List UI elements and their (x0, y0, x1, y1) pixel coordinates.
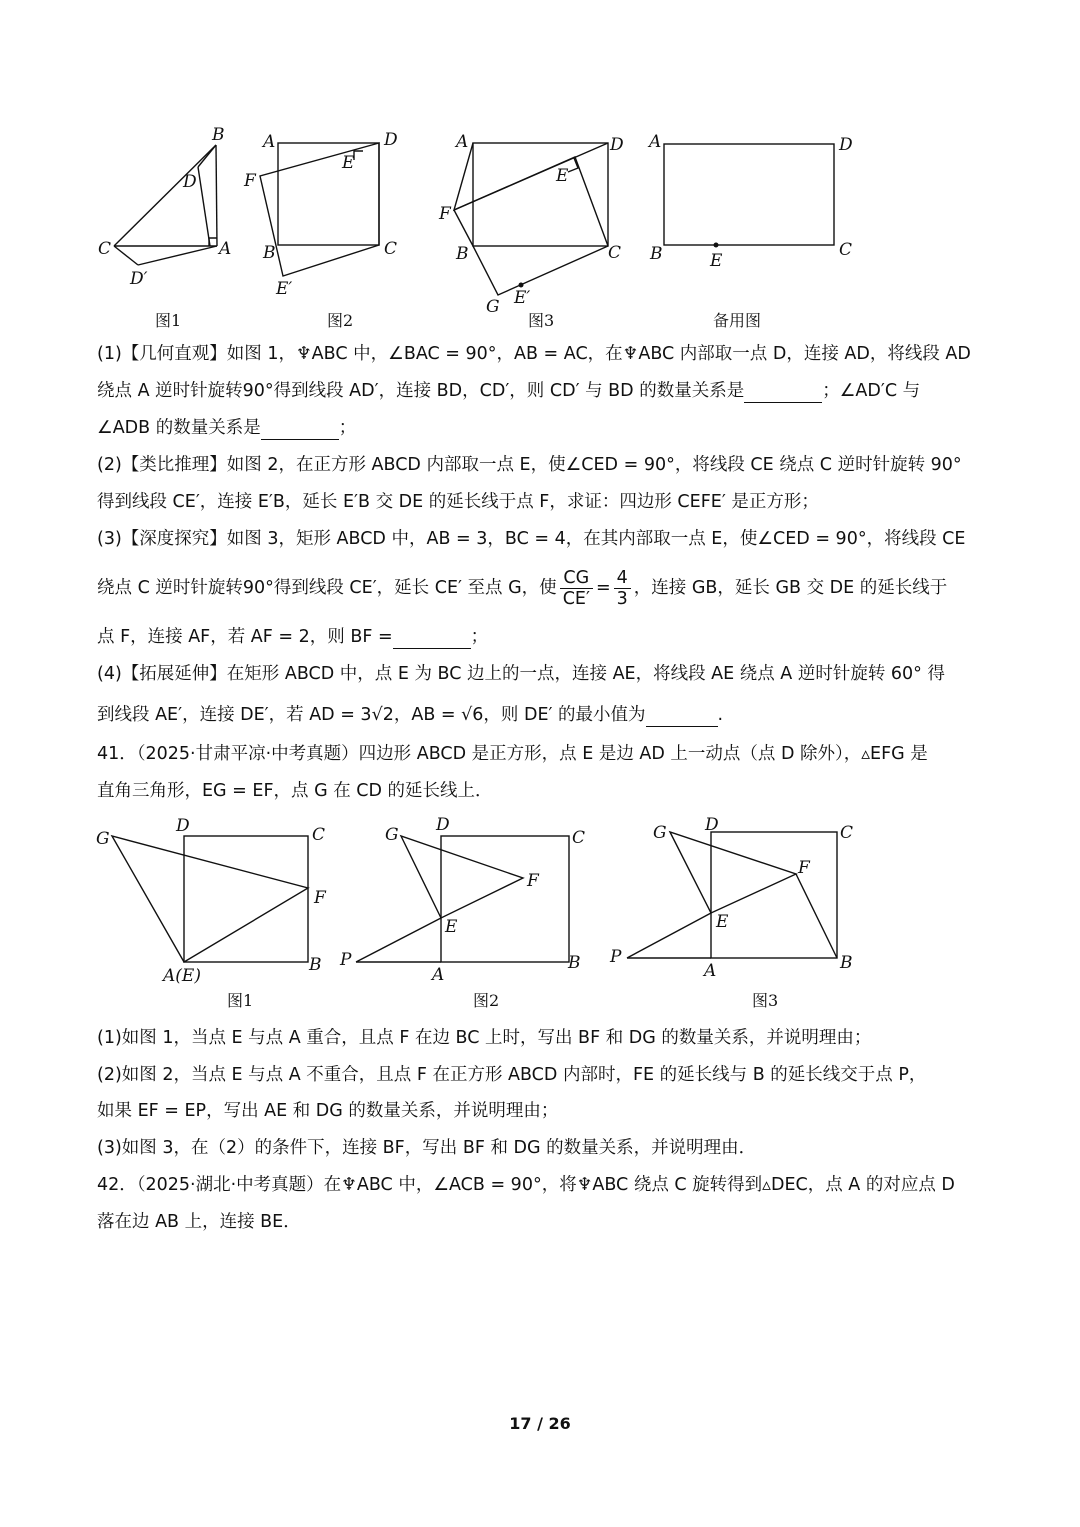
equals: = (595, 578, 611, 598)
caption-fig3: 图3 (528, 311, 555, 330)
figure-41-2 (335, 810, 595, 1015)
p1-line2 (97, 380, 920, 403)
label-F: F (244, 171, 256, 191)
label-A: A (456, 132, 469, 152)
frac-den: CE′ (562, 588, 590, 609)
p3-line1: (3)【深度探究】如图 3，矩形 ABCD 中，AB = 3，BC = 4，在其内部取一点 E，使∠CED = 90°，将线段 CE (97, 529, 966, 549)
caption-41-3: 图3 (752, 991, 779, 1010)
p4-line2 (97, 704, 723, 727)
label-G: G (653, 823, 667, 843)
p3-line2-tail: ，连接 GB，延长 GB 交 DE 的延长线于 (633, 578, 948, 598)
p3-line3-text: 点 F，连接 AF，若 AF = 2，则 BF = (97, 627, 393, 647)
p2-line2: 得到线段 CE′，连接 E′B，延长 E′B 交 DE 的延长线于点 F，求证：四边形 CEFE′ 是正方形； (97, 492, 819, 512)
frac-den: 3 (616, 588, 628, 609)
caption-41-1: 图1 (227, 991, 254, 1010)
label-D: D (705, 815, 719, 835)
label-B: B (212, 125, 225, 145)
p1-line2-text: 绕点 A 逆时针旋转90°得到线段 AD′，连接 BD，CD′，则 CD′ 与 BD 的数量关系是 (97, 381, 745, 401)
label-Eprime: E′ (514, 288, 531, 308)
p2-line1: (2)【类比推理】如图 2，在正方形 ABCD 内部取一点 E，使∠CED = 90°，将线段 CE 绕点 C 逆时针旋转 90° (97, 455, 962, 475)
answer-blank (261, 417, 339, 440)
label-C: C (312, 825, 326, 845)
label-E: E (342, 153, 355, 173)
label-Dprime: D′ (130, 269, 148, 289)
p3-line2 (97, 563, 947, 613)
q41-part1: (1)如图 1，当点 E 与点 A 重合，且点 F 在边 BC 上时，写出 BF 和 DG 的数量关系，并说明理由； (97, 1028, 872, 1048)
label-B: B (650, 244, 663, 264)
p3-line3-tail: ； (470, 627, 489, 647)
label-A: A (704, 961, 717, 981)
p4-line1: (4)【拓展延伸】在矩形 ABCD 中，点 E 为 BC 边上的一点，连接 AE，将线段 AE 绕点 A 逆时针旋转 60° 得 (97, 664, 945, 684)
frac-num: CG (560, 568, 593, 589)
page-number: 17 / 26 (509, 1414, 571, 1433)
label-G: G (385, 825, 399, 845)
label-C: C (572, 828, 586, 848)
label-C: C (98, 239, 112, 259)
label-F: F (439, 204, 451, 224)
label-P: P (610, 947, 622, 967)
answer-blank (393, 626, 471, 649)
label-D: D (384, 130, 398, 150)
p3-line2-text: 绕点 C 逆时针旋转90°得到线段 CE′，延长 CE′ 至点 G，使 (97, 578, 557, 598)
label-C: C (840, 823, 854, 843)
figure-2 (240, 120, 410, 335)
label-E: E (445, 917, 458, 937)
p1-line1: (1)【几何直观】如图 1，♆ABC 中，∠BAC = 90°，AB = AC，在♆ABC 内部取一点 D，连接 AD，将线段 AD (97, 344, 971, 364)
label-B: B (840, 953, 853, 973)
label-D: D (839, 135, 853, 155)
label-A: A (649, 132, 662, 152)
figure-1 (95, 120, 245, 335)
answer-blank (744, 380, 822, 403)
figure-41-3 (605, 810, 865, 1015)
label-Eprime: E′ (276, 279, 293, 299)
label-F: F (527, 871, 539, 891)
q41-part2-line2: 如果 EF = EP，写出 AE 和 DG 的数量关系，并说明理由； (97, 1101, 559, 1121)
label-A: A (263, 132, 276, 152)
p1-line3-text: ∠ADB 的数量关系是 (97, 418, 261, 438)
label-AE: A(E) (163, 966, 201, 986)
q41-line2: 直角三角形，EG = EF，点 G 在 CD 的延长线上． (97, 781, 493, 801)
fraction-4-3 (614, 568, 631, 609)
p1-line2-tail: ；∠AD′C 与 (822, 381, 921, 401)
figure-3 (430, 120, 630, 335)
q42-line1: 42．（2025·湖北·中考真题）在♆ABC 中，∠ACB = 90°，将♆ABC 绕点 C 旋转得到▵DEC，点 A 的对应点 D (97, 1175, 955, 1195)
p4-line2-tail: . (717, 705, 724, 725)
p3-line3 (97, 626, 488, 649)
label-F: F (798, 858, 810, 878)
label-E: E (556, 166, 569, 186)
label-C: C (839, 240, 853, 260)
label-D: D (176, 816, 190, 836)
label-D: D (436, 815, 450, 835)
label-B: B (263, 243, 276, 263)
label-A: A (219, 239, 232, 259)
label-C: C (384, 239, 398, 259)
answer-blank (646, 704, 718, 727)
caption-fig2: 图2 (327, 311, 354, 330)
q41-part3: (3)如图 3，在（2）的条件下，连接 BF，写出 BF 和 DG 的数量关系，并说明理由． (97, 1138, 757, 1158)
label-B: B (456, 244, 469, 264)
caption-41-2: 图2 (473, 991, 500, 1010)
label-E: E (710, 251, 723, 271)
frac-num: 4 (614, 568, 631, 589)
q41-line1: 41．（2025·甘肃平凉·中考真题）四边形 ABCD 是正方形，点 E 是边 AD 上一动点（点 D 除外），▵EFG 是 (97, 744, 928, 764)
label-E: E (716, 912, 729, 932)
label-P: P (340, 950, 352, 970)
caption-spare: 备用图 (713, 311, 762, 330)
label-C: C (608, 243, 622, 263)
p1-line3 (97, 417, 356, 440)
figure-spare (640, 120, 870, 335)
label-B: B (568, 953, 581, 973)
label-G: G (96, 829, 110, 849)
label-D: D (183, 172, 197, 192)
label-D: D (610, 135, 624, 155)
label-A: A (432, 965, 445, 985)
caption-fig1: 图1 (155, 311, 182, 330)
q42-line2: 落在边 AB 上，连接 BE． (97, 1212, 301, 1232)
label-B: B (309, 955, 322, 975)
label-F: F (314, 888, 326, 908)
p4-line2-text: 到线段 AE′，连接 DE′，若 AD = 3√2，AB = √6，则 DE′ 的最小值为 (97, 705, 646, 725)
q41-part2-line1: (2)如图 2，当点 E 与点 A 不重合，且点 F 在正方形 ABCD 内部时，FE 的延长线与 B 的延长线交于点 P， (97, 1065, 927, 1085)
label-G: G (486, 297, 500, 317)
fraction-cg-ce (560, 568, 593, 609)
figure-41-1 (90, 810, 350, 1015)
p1-line3-tail: ； (338, 418, 357, 438)
